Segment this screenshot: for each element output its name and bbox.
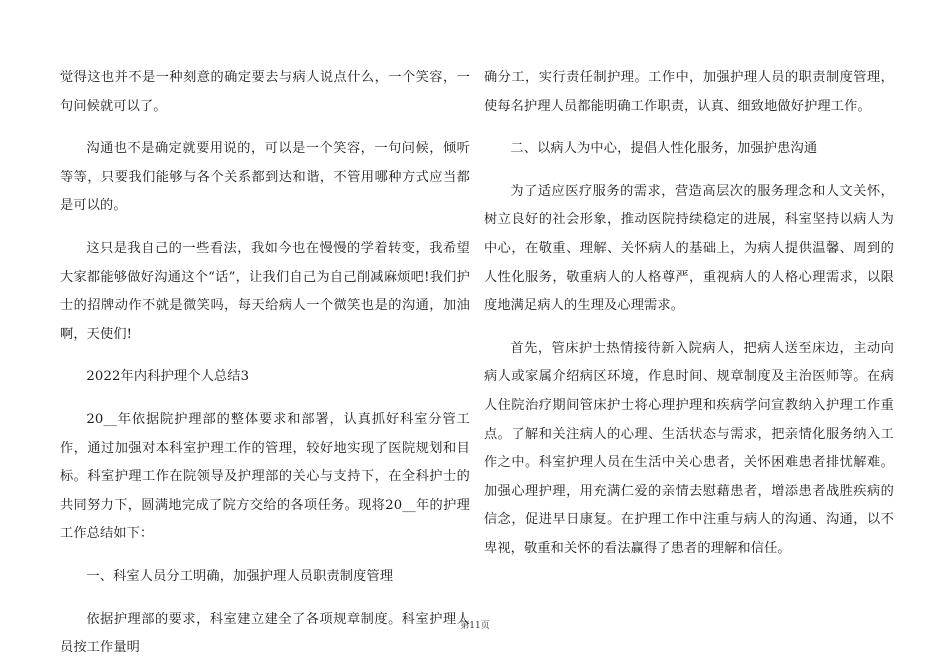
paragraph: 为了适应医疗服务的需求，营造高层次的服务理念和人文关怀，树立良好的社会形象，推动医院持续稳定的进展，科室坚持以病人为中心，在敬重、理解、关怀病人的基础上，为病人提供温馨、周到的人性化服务，敬重病人的人格尊严，重视病人的人格心理需求，以限度地满足病人的生理及心理需求。 xyxy=(484,183,894,314)
paragraph: 觉得这也并不是一种刻意的确定要去与病人说点什么，一个笑容，一句问候就可以了。 xyxy=(60,70,470,114)
paragraph: 20__年依据院护理部的整体要求和部署，认真抓好科室分管工作，通过加强对本科室护理工作的管理，较好地实现了医院规划和目标。科室护理工作在院领导及护理部的关心与支持下，在全科护士的共同努力下，圆满地完成了院方交给的各项任务。现将20__年的护理工作总结如下： xyxy=(60,411,470,542)
left-column xyxy=(60,64,470,663)
section-heading: 一、科室人员分工明确，加强护理人员职责制度管理 xyxy=(86,568,394,584)
page-number: 第11页 xyxy=(460,621,490,631)
paragraph: 沟通也不是确定就要用说的，可以是一个笑容，一句问候，倾听等等，只要我们能够与各个关系都到达和谐，不管用哪种方式应当都是可以的。 xyxy=(60,141,470,214)
paragraph: 这只是我自己的一些看法，我如今也在慢慢的学着转变，我希望大家都能够做好沟通这个“话”，让我们自己为自己削减麻烦吧!我们护士的招牌动作不就是微笑吗，每天给病人一个微笑也是的沟通，加油啊，天使们! xyxy=(60,240,470,342)
paragraph: 依据护理部的要求，科室建立建全了各项规章制度。科室护理人员按工作量明 xyxy=(60,611,470,656)
paragraph: 首先，管床护士热情接待新入院病人，把病人送至床边，主动向病人或家属介绍病区环境，作息时间、规章制度及主治医师等。在病人住院治疗期间管床护士将心理护理和疾病学问宣教纳入护理工作重点。了解和关注病人的心理、生活状态与需求，把亲情化服务纳入工作之中。科室护理人员在生活中关心患者，关怀困难患者排忧解难。加强心理护理，用充满仁爱的亲情去慰藉患者，增添患者战胜疾病的信念，促进早日康复。在护理工作中注重与病人的沟通、沟通，以不卑视，敬重和关怀的看法赢得了患者的理解和信任。 xyxy=(484,340,894,556)
section-title: 2022年内科护理个人总结3 xyxy=(86,369,250,385)
right-column xyxy=(484,64,894,564)
section-heading: 二、以病人为中心，提倡人性化服务，加强护患沟通 xyxy=(510,141,818,157)
paragraph: 确分工，实行责任制护理。工作中，加强护理人员的职责制度管理，使每名护理人员都能明确工作职责，认真、细致地做好护理工作。 xyxy=(484,70,894,114)
